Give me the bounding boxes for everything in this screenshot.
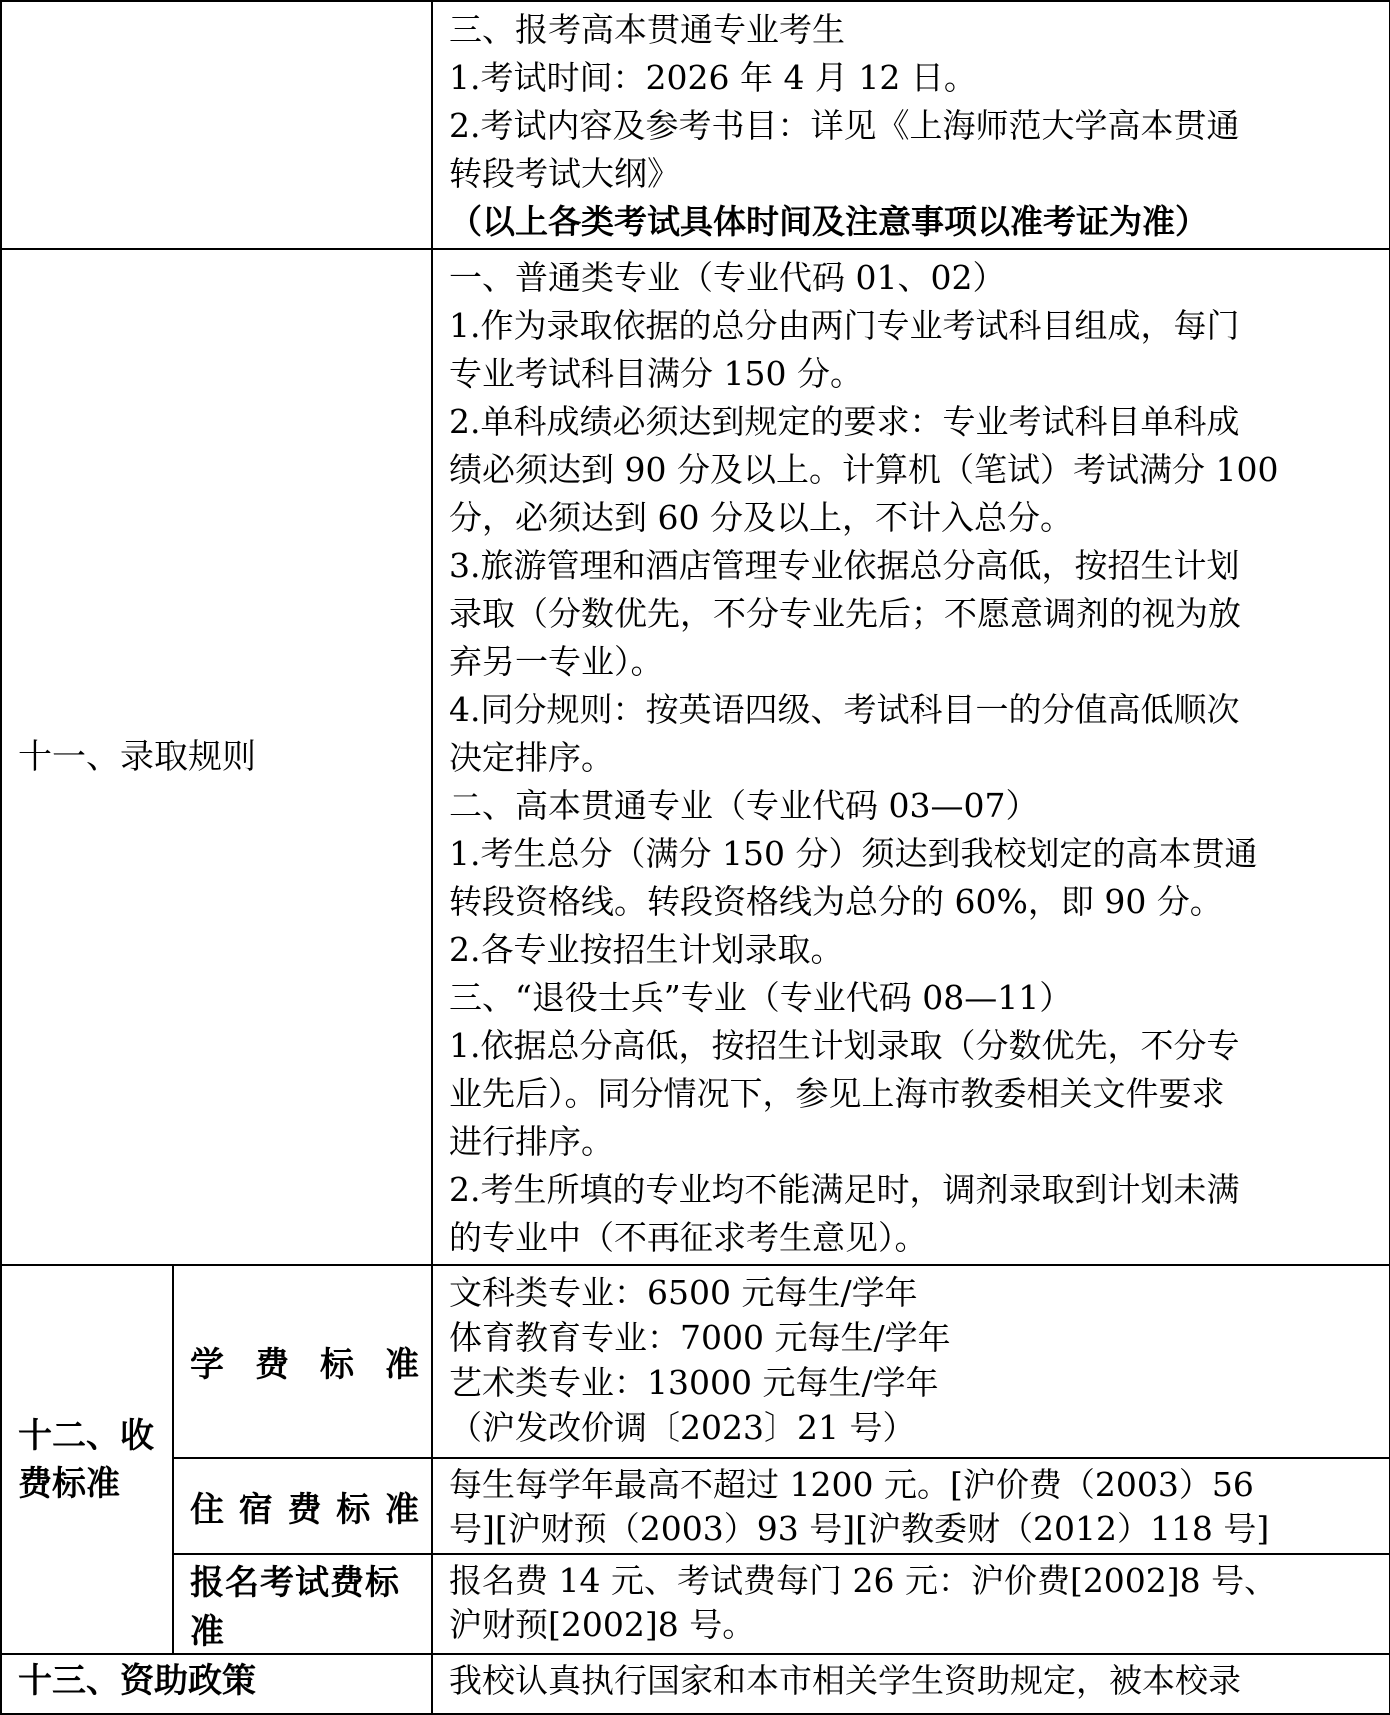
tuition-label-char: 标 bbox=[320, 1345, 354, 1385]
exam-fee-content bbox=[432, 1554, 1390, 1654]
tuition-label-char: 准 bbox=[385, 1345, 419, 1385]
rule-line: 进行排序。 bbox=[449, 1122, 614, 1161]
rule-line: 1.依据总分高低，按招生计划录取（分数优先，不分专 bbox=[449, 1026, 1240, 1065]
exam-fee-row bbox=[1, 1554, 1390, 1654]
exam-content-line: 转段考试大纲》 bbox=[449, 154, 680, 193]
dorm-label-char: 费 bbox=[287, 1489, 322, 1530]
admission-rules-content bbox=[432, 249, 1390, 1265]
tuition-label bbox=[173, 1265, 432, 1458]
exam-info-row bbox=[1, 1, 1390, 249]
rule-line: 一、普通类专业（专业代码 01、02） bbox=[449, 258, 1006, 297]
dorm-fee-label bbox=[173, 1458, 432, 1554]
tuition-line: 艺术类专业：13000 元每生/学年 bbox=[449, 1363, 939, 1402]
financial-aid-line: 我校认真执行国家和本市相关学生资助规定，被本校录 bbox=[449, 1661, 1241, 1700]
rule-line: 弃另一专业）。 bbox=[449, 642, 664, 681]
rule-line: 4.同分规则：按英语四级、考试科目一的分值高低顺次 bbox=[449, 690, 1240, 729]
exam-section-heading: 三、报考高本贯通专业考生 bbox=[449, 10, 845, 49]
tuition-content bbox=[432, 1265, 1390, 1458]
tuition-line: 文科类专业：6500 元每生/学年 bbox=[449, 1273, 918, 1312]
exam-content-line: 2.考试内容及参考书目：详见《上海师范大学高本贯通 bbox=[449, 106, 1240, 145]
rule-line: 2.考生所填的专业均不能满足时，调剂录取到计划未满 bbox=[449, 1170, 1240, 1209]
tuition-label-char: 费 bbox=[255, 1345, 289, 1385]
admission-rules-label: 十一、录取规则 bbox=[1, 249, 432, 1265]
financial-aid-label: 十三、资助政策 bbox=[1, 1654, 432, 1714]
dorm-fee-row bbox=[1, 1458, 1390, 1554]
fees-label: 十二、收费标准 bbox=[1, 1265, 173, 1654]
tuition-line: （沪发改价调〔2023〕21 号） bbox=[449, 1408, 916, 1447]
dorm-label-char: 准 bbox=[385, 1489, 419, 1530]
rule-line: 分，必须达到 60 分及以上，不计入总分。 bbox=[449, 498, 1073, 537]
rule-line: 二、高本贯通专业（专业代码 03—07） bbox=[449, 786, 1039, 825]
exam-time-line: 1.考试时间：2026 年 4 月 12 日。 bbox=[449, 58, 977, 97]
rule-line: 2.单科成绩必须达到规定的要求：专业考试科目单科成 bbox=[449, 402, 1240, 441]
dorm-fee-line: 号][沪财预（2003）93 号][沪教委财（2012）118 号] bbox=[449, 1509, 1270, 1548]
exam-fee-line: 沪财预[2002]8 号。 bbox=[449, 1605, 756, 1644]
financial-aid-row bbox=[1, 1654, 1390, 1714]
dorm-label-char: 标 bbox=[336, 1489, 371, 1530]
rule-line: 1.考生总分（满分 150 分）须达到我校划定的高本贯通 bbox=[449, 834, 1258, 873]
tuition-label-char: 学 bbox=[190, 1345, 224, 1385]
rule-line: 三、“退役士兵”专业（专业代码 08—11） bbox=[449, 978, 1073, 1017]
dorm-fee-content bbox=[432, 1458, 1390, 1554]
rule-line: 绩必须达到 90 分及以上。计算机（笔试）考试满分 100 bbox=[449, 450, 1279, 489]
exam-fee-label: 报名考试费标准 bbox=[173, 1554, 432, 1654]
exam-info-label-cell bbox=[1, 1, 432, 249]
exam-info-content bbox=[432, 1, 1390, 249]
dorm-label-char: 住 bbox=[190, 1489, 224, 1530]
rule-line: 转段资格线。转段资格线为总分的 60%，即 90 分。 bbox=[449, 882, 1223, 921]
tuition-row bbox=[1, 1265, 1390, 1458]
rule-line: 决定排序。 bbox=[449, 738, 614, 777]
rule-line: 2.各专业按招生计划录取。 bbox=[449, 930, 844, 969]
tuition-line: 体育教育专业：7000 元每生/学年 bbox=[449, 1318, 951, 1357]
rule-line: 业先后）。同分情况下，参见上海市教委相关文件要求 bbox=[449, 1074, 1225, 1113]
rule-line: 3.旅游管理和酒店管理专业依据总分高低，按招生计划 bbox=[449, 546, 1240, 585]
admission-rules-row bbox=[1, 249, 1390, 1265]
exam-note-line: （以上各类考试具体时间及注意事项以准考证为准） bbox=[449, 202, 1208, 241]
exam-fee-line: 报名费 14 元、考试费每门 26 元：沪价费[2002]8 号、 bbox=[449, 1561, 1278, 1600]
dorm-fee-line: 每生每学年最高不超过 1200 元。[沪价费（2003）56 bbox=[449, 1465, 1254, 1504]
dorm-label-char: 宿 bbox=[238, 1489, 273, 1530]
rule-line: 录取（分数优先，不分专业先后；不愿意调剂的视为放 bbox=[449, 594, 1241, 633]
financial-aid-content bbox=[432, 1654, 1390, 1714]
rule-line: 专业考试科目满分 150 分。 bbox=[449, 354, 863, 393]
rule-line: 1.作为录取依据的总分由两门专业考试科目组成，每门 bbox=[449, 306, 1240, 345]
rule-line: 的专业中（不再征求考生意见）。 bbox=[449, 1218, 928, 1257]
